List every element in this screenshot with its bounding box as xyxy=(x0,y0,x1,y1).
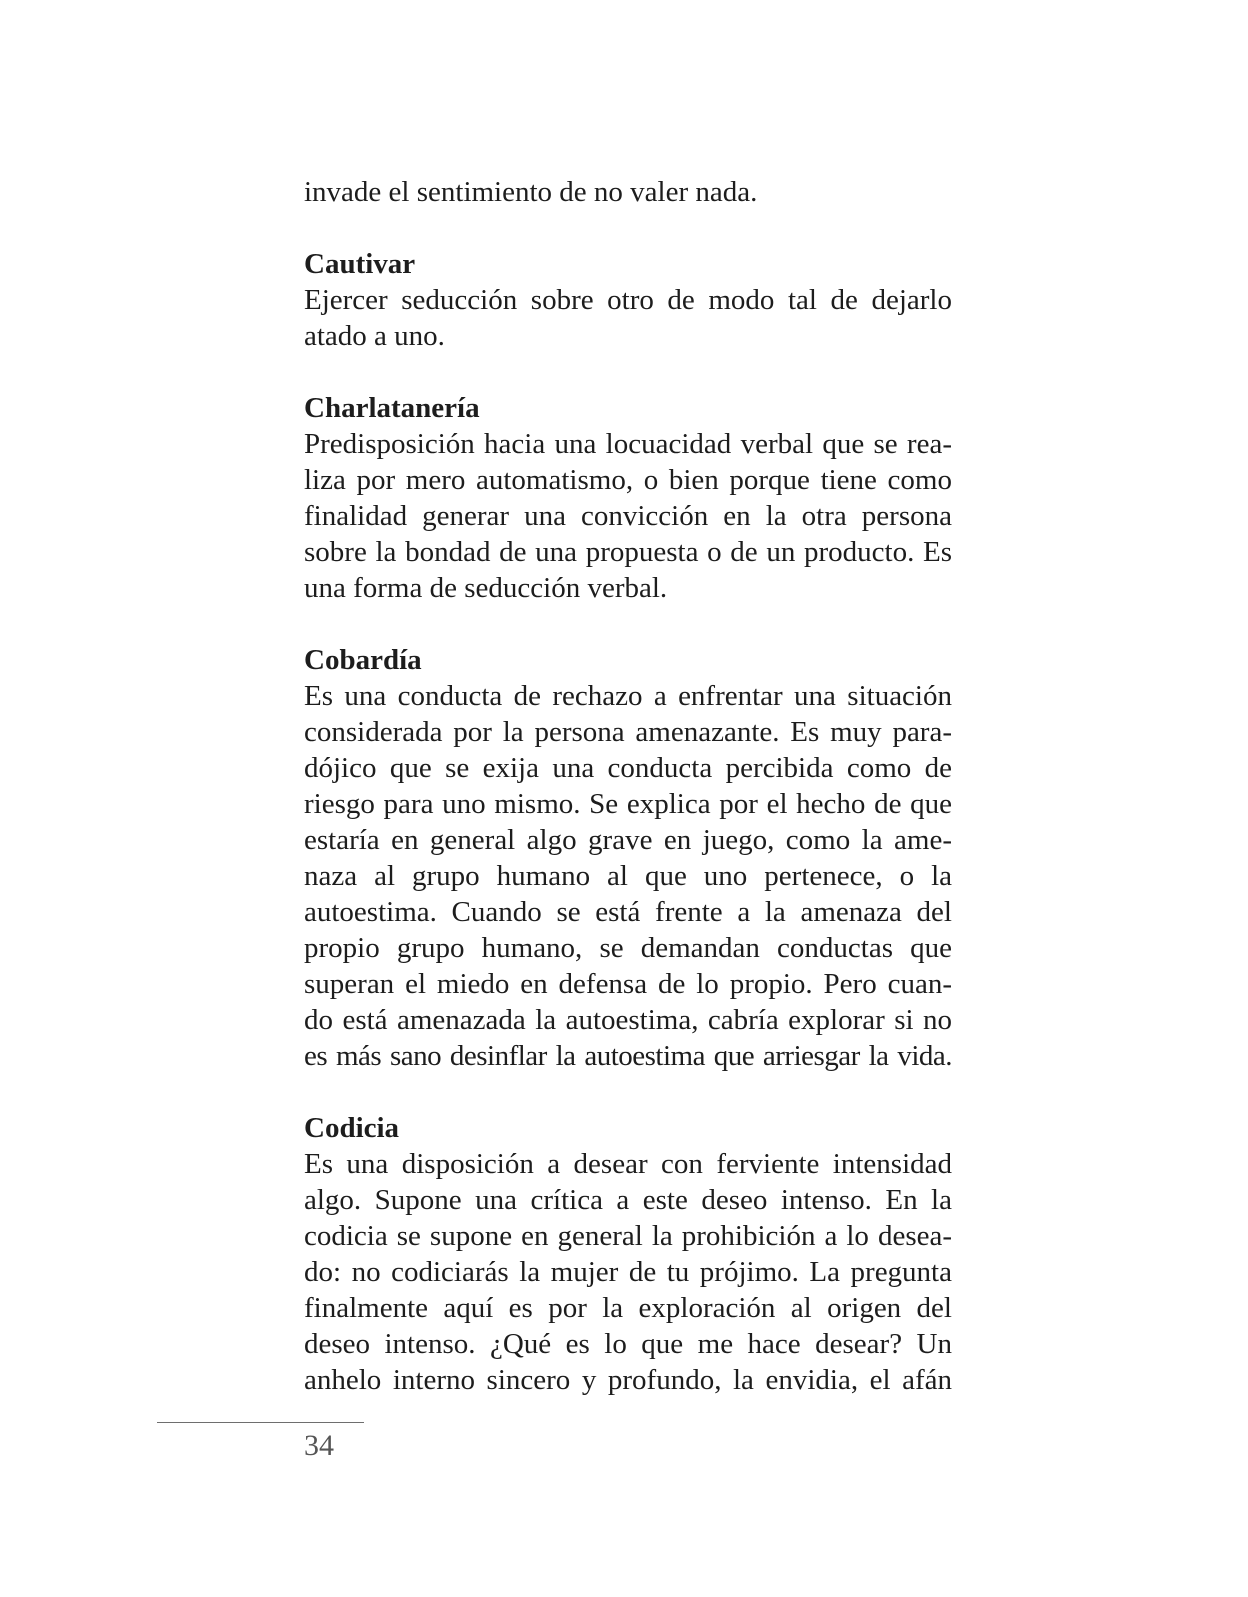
entry-charlataneria xyxy=(304,390,952,606)
text-line: Es una disposición a desear con ferviente intensidad xyxy=(304,1148,952,1180)
page-number: 34 xyxy=(304,1429,334,1462)
text-line: autoestima. Cuando se está frente a la amenaza del xyxy=(304,896,952,928)
text-line: invade el sentimiento de no valer nada. xyxy=(304,176,758,208)
entry-cautivar xyxy=(304,246,952,354)
text-line: estaría en general algo grave en juego, como la ame- xyxy=(304,824,952,856)
glossary-text xyxy=(304,174,952,1398)
text-line: atado a uno. xyxy=(304,320,445,352)
entry-term: Charlatanería xyxy=(304,392,480,424)
text-line: una forma de seducción verbal. xyxy=(304,572,668,604)
entry-intro-continuation xyxy=(304,174,952,210)
text-line: sobre la bondad de una propuesta o de un producto. Es xyxy=(304,536,952,568)
text-line: superan el miedo en defensa de lo propio. Pero cuan- xyxy=(304,968,952,1000)
entry-term: Cautivar xyxy=(304,248,416,280)
text-line: es más sano desinflar la autoestima que arriesgar la vida. xyxy=(304,1040,952,1072)
text-line: do: no codiciarás la mujer de tu prójimo. La pregunta xyxy=(304,1256,952,1288)
entry-term: Cobardía xyxy=(304,644,422,676)
text-line: propio grupo humano, se demandan conductas que xyxy=(304,932,952,964)
entry-codicia xyxy=(304,1110,952,1398)
footer-rule xyxy=(157,1422,364,1423)
text-line: algo. Supone una crítica a este deseo intenso. En la xyxy=(304,1184,952,1216)
entry-term: Codicia xyxy=(304,1112,400,1144)
text-line: anhelo interno sincero y profundo, la envidia, el afán xyxy=(304,1364,952,1396)
text-line: dójico que se exija una conducta percibida como de xyxy=(304,752,952,784)
text-line: finalmente aquí es por la exploración al origen del xyxy=(304,1292,952,1324)
text-line: riesgo para uno mismo. Se explica por el hecho de que xyxy=(304,788,952,820)
text-line: Es una conducta de rechazo a enfrentar una situación xyxy=(304,680,952,712)
text-line: Ejercer seducción sobre otro de modo tal de dejarlo xyxy=(304,284,952,316)
text-line: deseo intenso. ¿Qué es lo que me hace desear? Un xyxy=(304,1328,952,1360)
text-line: do está amenazada la autoestima, cabría explorar si no xyxy=(304,1004,952,1036)
text-line: liza por mero automatismo, o bien porque tiene como xyxy=(304,464,952,496)
text-line: naza al grupo humano al que uno pertenece, o la xyxy=(304,860,952,892)
entry-cobardia xyxy=(304,642,952,1074)
text-line: codicia se supone en general la prohibición a lo desea- xyxy=(304,1220,952,1252)
text-line: Predisposición hacia una locuacidad verbal que se rea- xyxy=(304,428,952,460)
text-line: finalidad generar una convicción en la otra persona xyxy=(304,500,952,532)
text-line: considerada por la persona amenazante. Es muy para- xyxy=(304,716,952,748)
